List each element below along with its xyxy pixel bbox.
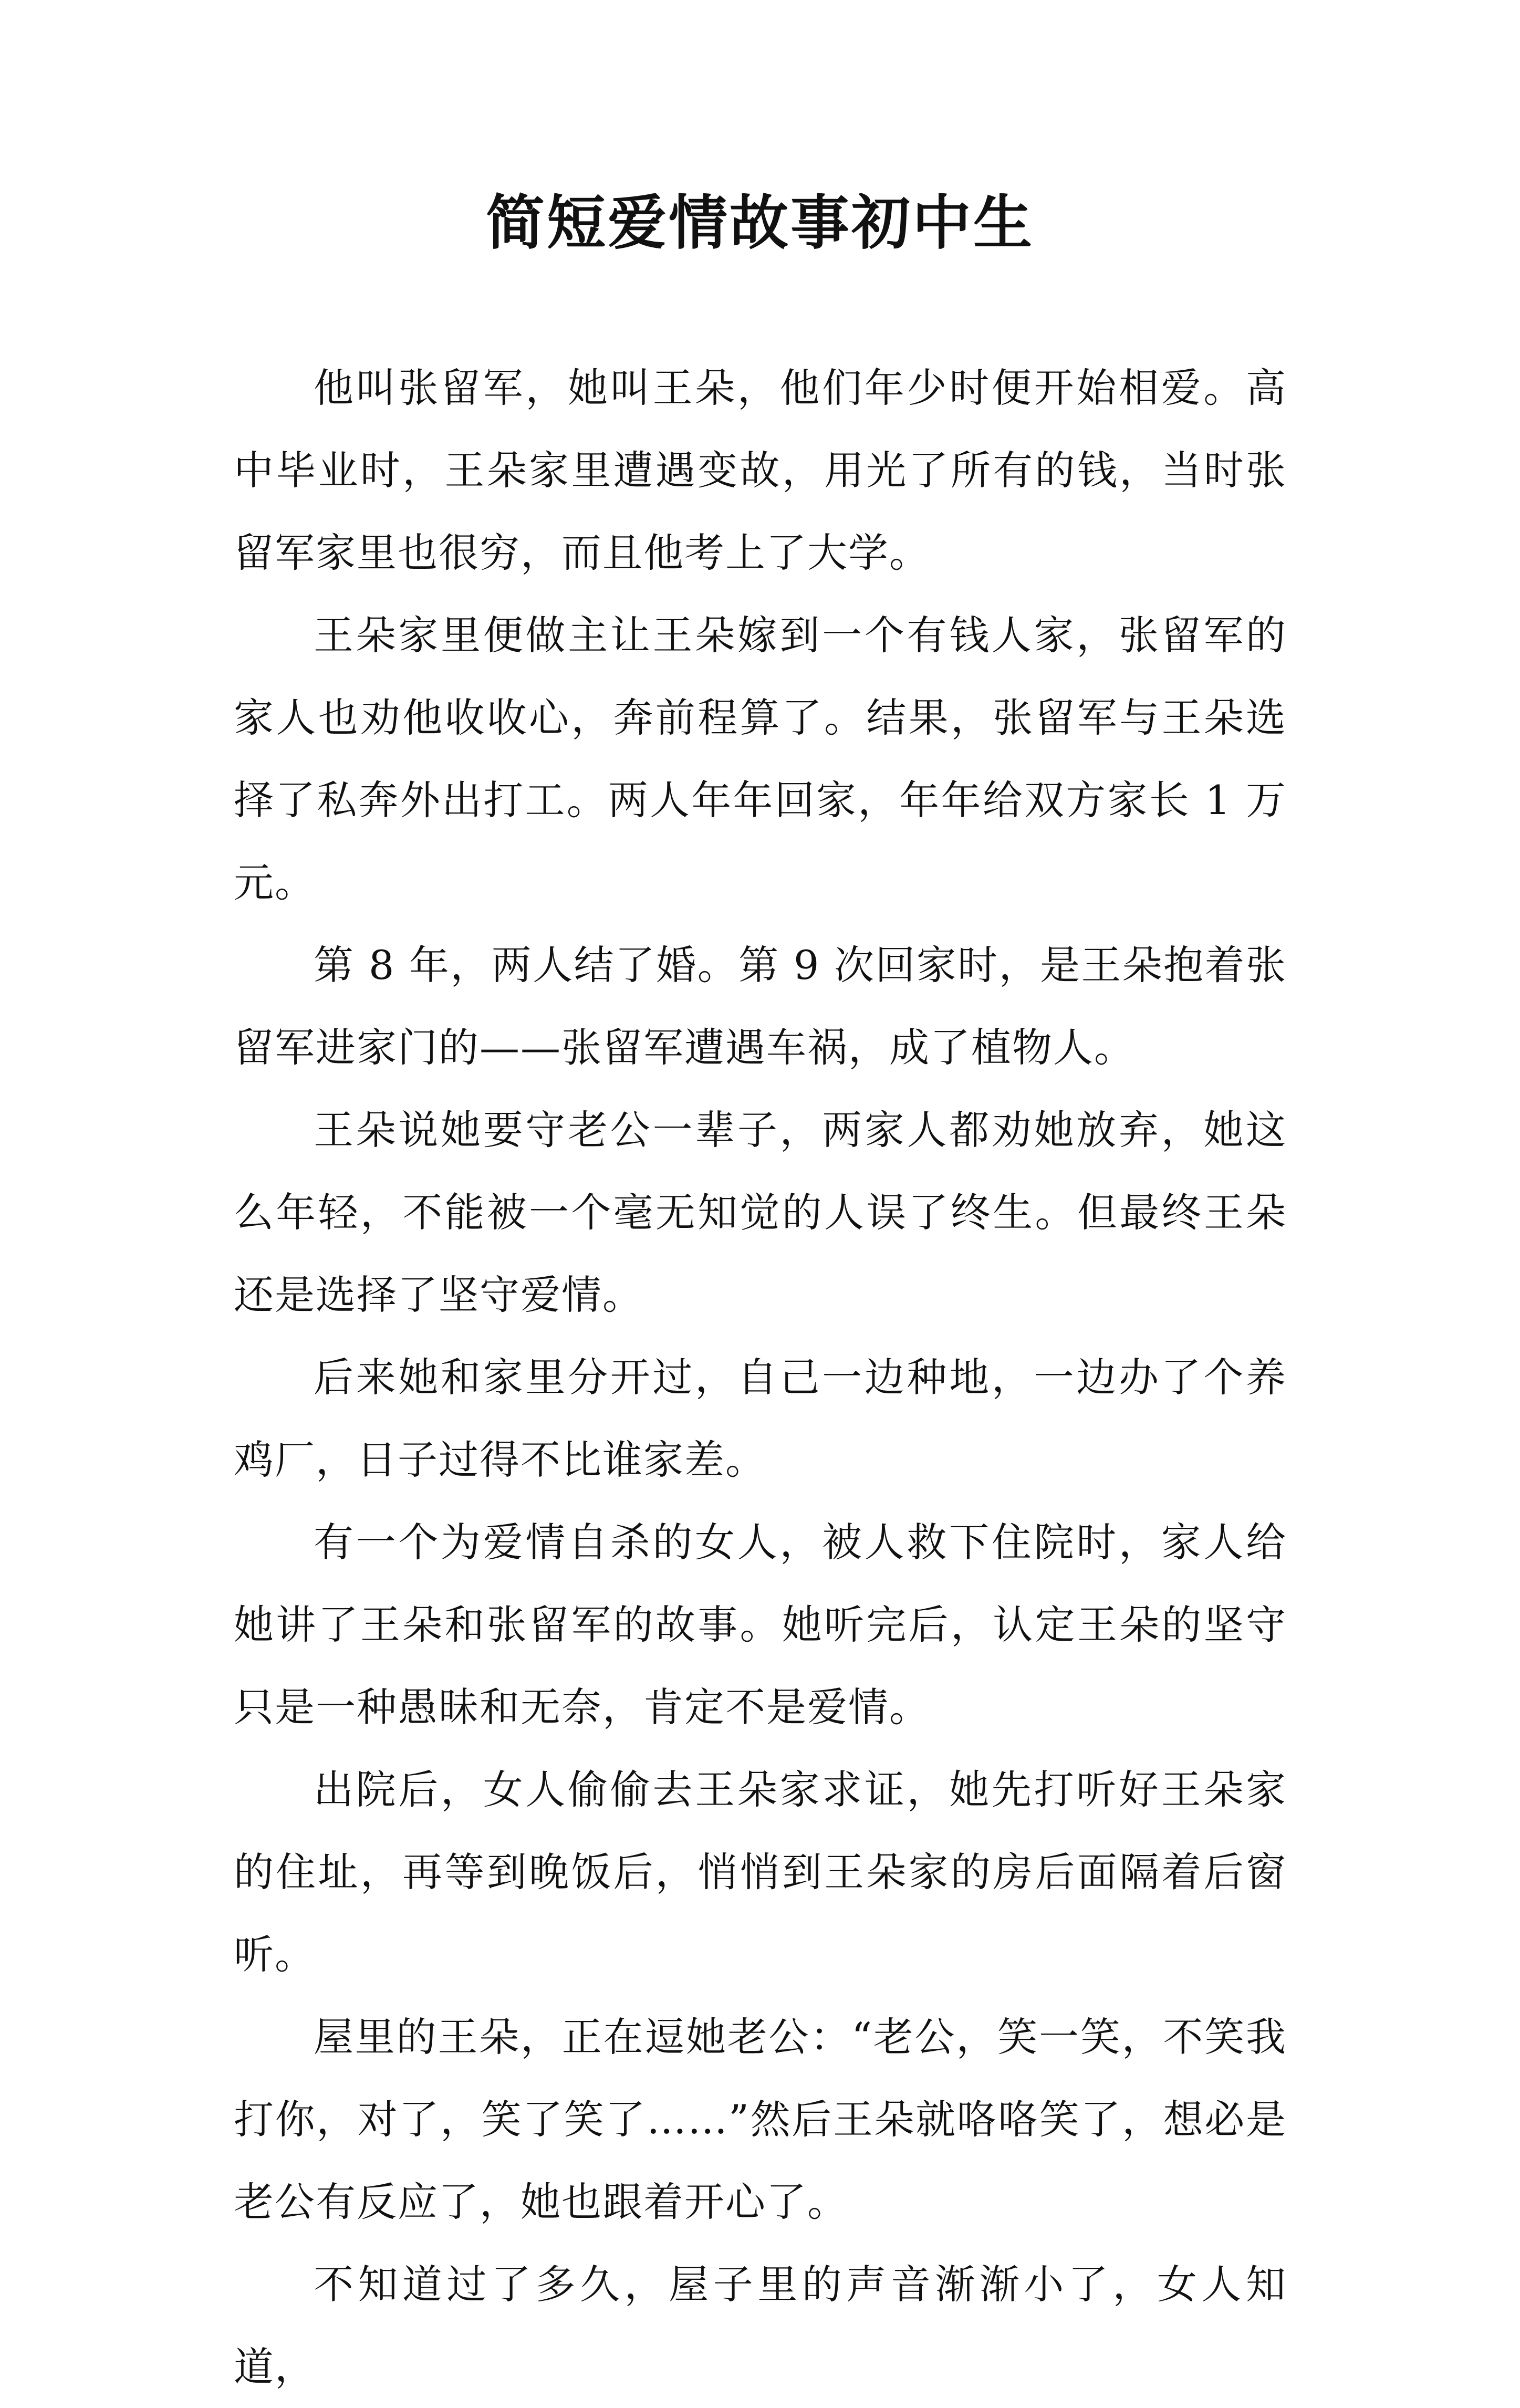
paragraph: 他叫张留军，她叫王朵，他们年少时便开始相爱。高中毕业时，王朵家里遭遇变故，用光了所有的钱，当时张留军家里也很穷，而且他考上了大学。 bbox=[234, 364, 1287, 576]
paragraph: 王朵家里便做主让王朵嫁到一个有钱人家，张留军的家人也劝他收收心，奔前程算了。结果，张留军与王朵选择了私奔外出打工。两人年年回家，年年给双方家长 1 万元。 bbox=[234, 612, 1287, 906]
paragraph: 出院后，女人偷偷去王朵家求证，她先打听好王朵家的住址，再等到晚饭后，悄悄到王朵家的房后面隔着后窗听。 bbox=[234, 1766, 1287, 1978]
paragraph: 后来她和家里分开过，自己一边种地，一边办了个养鸡厂，日子过得不比谁家差。 bbox=[234, 1354, 1287, 1483]
paragraph: 有一个为爱情自杀的女人，被人救下住院时，家人给她讲了王朵和张留军的故事。她听完后，认定王朵的坚守只是一种愚昧和无奈，肯定不是爱情。 bbox=[234, 1519, 1287, 1731]
document-title: 简短爱情故事初中生 bbox=[486, 189, 1034, 257]
paragraph: 屋里的王朵，正在逗她老公：“老公，笑一笑，不笑我打你，对了，笑了笑了……”然后王朵就咯咯笑了，想必是老公有反应了，她也跟着开心了。 bbox=[234, 2014, 1287, 2225]
paragraph: 第 8 年，两人结了婚。第 9 次回家时，是王朵抱着张留军进家门的——张留军遭遇车祸，成了植物人。 bbox=[234, 942, 1287, 1071]
paragraph: 王朵说她要守老公一辈子，两家人都劝她放弃，她这么年轻，不能被一个毫无知觉的人误了终生。但最终王朵还是选择了坚守爱情。 bbox=[234, 1107, 1287, 1318]
document-body bbox=[234, 347, 1287, 2408]
paragraph: 不知道过了多久，屋子里的声音渐渐小了，女人知道， bbox=[234, 2261, 1287, 2390]
